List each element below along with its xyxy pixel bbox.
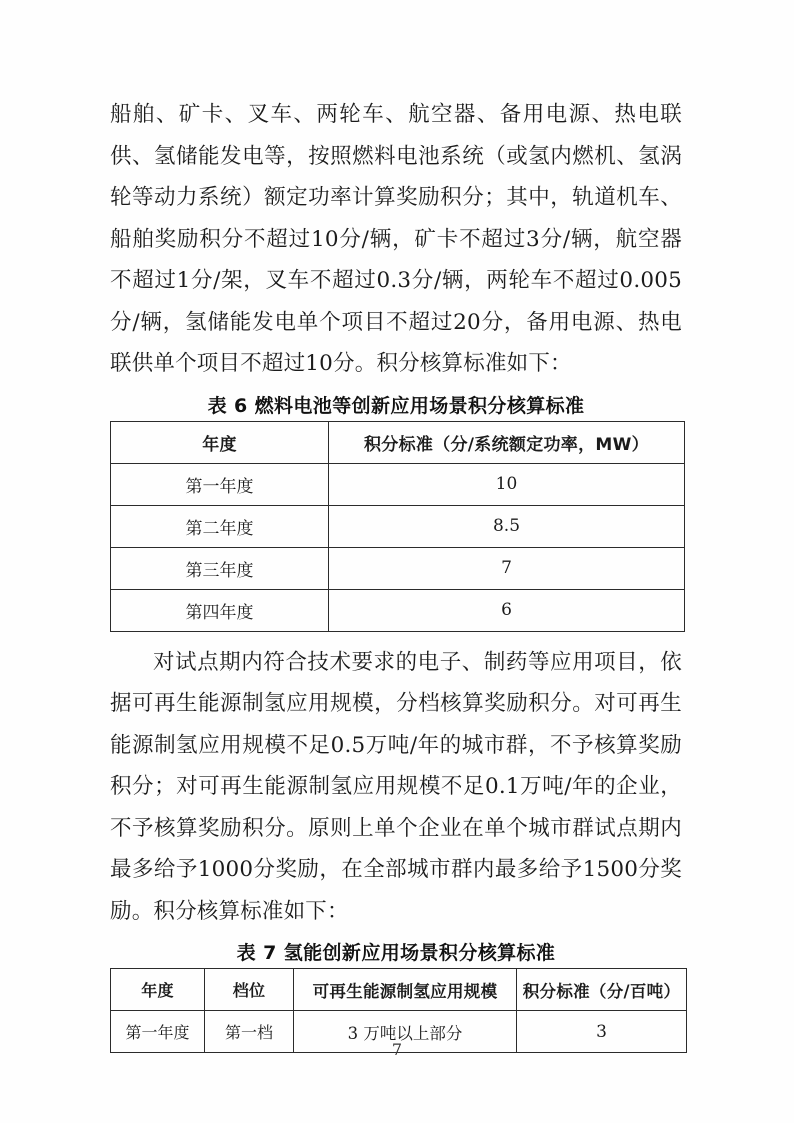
table-6-header-standard: 积分标准（分/系统额定功率，MW） <box>329 421 685 463</box>
table-6-caption: 表 6 燃料电池等创新应用场景积分核算标准 <box>207 394 585 417</box>
table-7-cell-year: 第一年度 <box>111 1011 205 1053</box>
page-number: 7 <box>391 1040 403 1059</box>
table-6-fuel-cell-scoring <box>110 421 685 632</box>
table-6-cell-standard: 7 <box>329 547 685 589</box>
table-row <box>111 547 685 589</box>
table-7-cell-standard: 3 <box>517 1011 687 1053</box>
table-7-caption: 表 7 氢能创新应用场景积分核算标准 <box>236 942 556 964</box>
table-7-cell-scale: 3 万吨以上部分 <box>294 1011 517 1053</box>
table-6-cell-year: 第三年度 <box>111 547 329 589</box>
table-7-head <box>111 969 687 1011</box>
table-6-cell-standard: 8.5 <box>329 505 685 547</box>
page-content <box>110 94 682 1053</box>
table-row-header <box>111 969 687 1011</box>
table-7-header-year: 年度 <box>111 969 205 1011</box>
table-6-body <box>111 463 685 631</box>
paragraph-hydrogen-application-scoring: 对试点期内符合技术要求的电子、制药等应用项目，依据可再生能源制氢应用规模，分档核算奖励积分。对可再生能源制氢应用规模不足0.5万吨/年的城市群，不予核算奖励积分；对可再生能源制氢应用规模不足0.1万吨/年的企业，不予核算奖励积分。原则上单个企业在单个城市群试点期内最多给予1000分奖励，在全部城市群内最多给予1500分奖励。积分核算标准如下： <box>110 649 682 924</box>
table-row-header <box>111 421 685 463</box>
table-6-cell-year: 第四年度 <box>111 589 329 631</box>
spacer <box>110 632 682 642</box>
table-row <box>111 589 685 631</box>
paragraph-fuel-cell-scoring: 船舶、矿卡、叉车、两轮车、航空器、备用电源、热电联供、氢储能发电等，按照燃料电池系统（或氢内燃机、氢涡轮等动力系统）额定功率计算奖励积分；其中，轨道机车、船舶奖励积分不超过10分/辆，矿卡不超过3分/辆，航空器不超过1分/架，叉车不超过0.3分/辆，两轮车不超过0.005分/辆，氢储能发电单个项目不超过20分，备用电源、热电联供单个项目不超过10分。积分核算标准如下： <box>110 102 682 376</box>
table-6-cell-standard: 10 <box>329 463 685 505</box>
table-7-cell-tier: 第一档 <box>205 1011 294 1053</box>
table-7-header-scale: 可再生能源制氢应用规模 <box>294 969 517 1011</box>
table-6-head <box>111 421 685 463</box>
table-row <box>111 505 685 547</box>
table-7-header-standard: 积分标准（分/百吨） <box>517 969 687 1011</box>
table-6-cell-year: 第二年度 <box>111 505 329 547</box>
table-row <box>111 463 685 505</box>
table-6-cell-year: 第一年度 <box>111 463 329 505</box>
table-6-cell-standard: 6 <box>329 589 685 631</box>
table-6-header-year: 年度 <box>111 421 329 463</box>
table-7-header-tier: 档位 <box>205 969 294 1011</box>
